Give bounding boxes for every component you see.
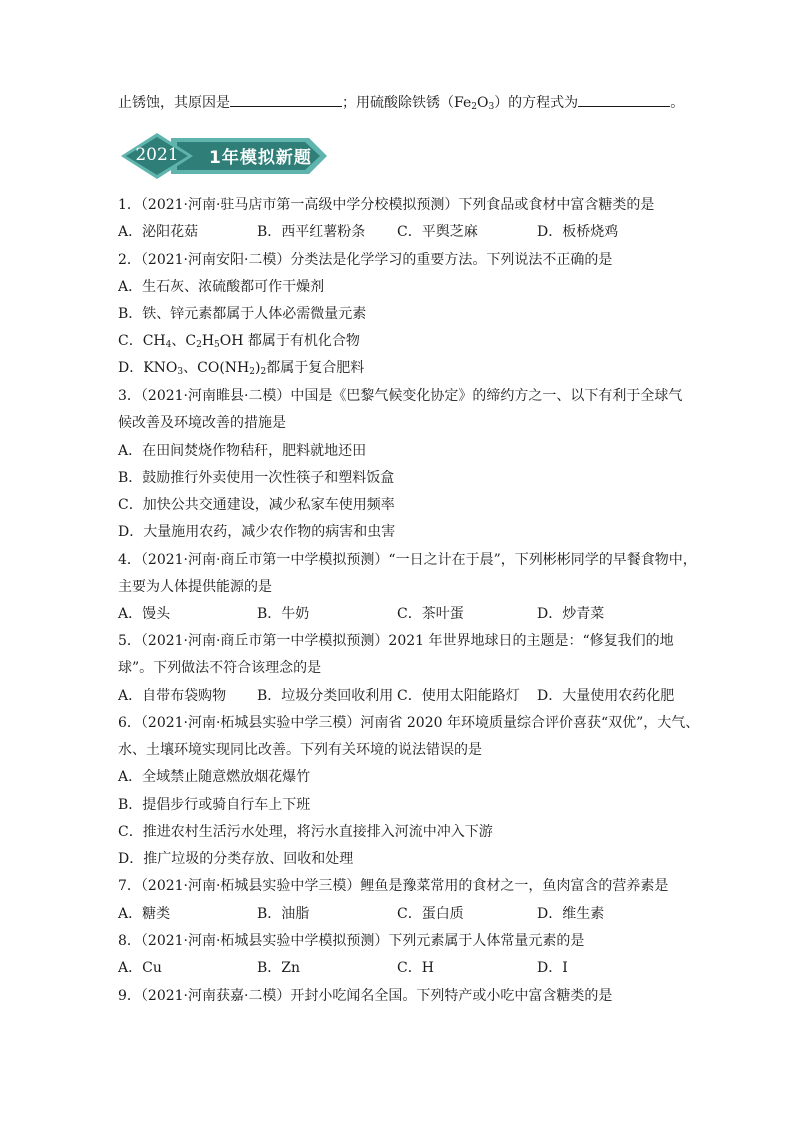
question-9-stem: 9．（2021·河南获嘉·二模）开封小吃闻名全国。下列特产或小吃中富含糖类的是 <box>118 988 613 1004</box>
text-fragment: H <box>201 333 215 349</box>
text-fragment: ；用硫酸除铁锈（Fe <box>342 95 472 111</box>
subscript: 2 <box>471 102 477 112</box>
q6-option-b: B．提倡步行或骑自行车上下班 <box>118 797 311 813</box>
answer-blank <box>230 92 342 107</box>
subscript: 3 <box>488 102 495 112</box>
q7-option-d: D．维生素 <box>537 906 605 922</box>
q6-option-c: C．推进农村生活污水处理，将污水直接排入河流中冲入下游 <box>118 824 493 840</box>
question-2-stem: 2．（2021·河南安阳·二模）分类法是化学学习的重要方法。下列说法不正确的是 <box>118 252 613 268</box>
text-fragment: 止锈蚀，其原因是 <box>118 95 230 111</box>
answer-blank <box>578 92 670 107</box>
q7-option-c: C．蛋白质 <box>397 906 464 922</box>
q4-option-d: D．炒青菜 <box>537 606 605 622</box>
q8-option-a: A．Cu <box>118 960 162 976</box>
q2-option-a: A．生石灰、浓硫酸都可作干燥剂 <box>118 279 325 295</box>
q5-option-d: D．大量使用农药化肥 <box>537 688 675 704</box>
q3-option-c: C．加快公共交通建设，减少私家车使用频率 <box>118 497 395 513</box>
q5-option-c: C．使用太阳能路灯 <box>397 688 520 704</box>
question-8-stem: 8．（2021·河南·柘城县实验中学模拟预测）下列元素属于人体常量元素的是 <box>118 933 585 949</box>
question-4-stem-line1: 4．（2021·河南·商丘市第一中学模拟预测）“一日之计在于晨”，下列彬彬同学的早餐食物中， <box>118 552 697 568</box>
q8-option-b: B．Zn <box>257 960 301 976</box>
text-fragment: OH 都属于有机化合物 <box>219 333 360 349</box>
text-fragment: O <box>476 95 489 111</box>
subscript: 5 <box>214 340 220 350</box>
text-fragment: ）的方程式为 <box>494 95 579 111</box>
text-fragment: C．CH <box>118 333 166 349</box>
q6-option-a: A．全域禁止随意燃放烟花爆竹 <box>118 769 311 785</box>
q2-option-c <box>118 331 360 355</box>
question-6-stem-line2: 水、土壤环境实现同比改善。下列有关环境的说法错误的是 <box>118 742 482 758</box>
subscript: 4 <box>165 340 172 350</box>
text-fragment: 、CO(NH <box>183 360 250 376</box>
q1-option-b: B．西平红薯粉条 <box>257 224 366 240</box>
question-5-stem-line1: 5．（2021·河南·商丘市第一中学模拟预测）2021 年世界地球日的主题是：“修复我们的地 <box>118 633 674 649</box>
question-1-stem: 1．（2021·河南·驻马店市第一高级中学分校模拟预测）下列食品或食材中富含糖类的是 <box>118 197 655 213</box>
q5-option-a: A．自带布袋购物 <box>118 688 227 704</box>
subscript: 3 <box>177 367 184 377</box>
q2-option-d <box>118 358 364 382</box>
q7-option-a: A．糖类 <box>118 906 171 922</box>
continuation-line <box>118 92 684 117</box>
banner-title: 1年模拟新题 <box>209 148 312 168</box>
q7-option-b: B．油脂 <box>257 906 310 922</box>
q4-option-a: A．馒头 <box>118 606 171 622</box>
q4-option-c: C．茶叶蛋 <box>397 606 464 622</box>
q4-option-b: B．牛奶 <box>257 606 310 622</box>
q1-option-d: D．板桥烧鸡 <box>537 224 619 240</box>
question-5-stem-line2: 球”。下列做法不符合该理念的是 <box>118 660 322 676</box>
question-3-stem-line2: 候改善及环境改善的措施是 <box>118 415 286 431</box>
q1-option-c: C．平舆芝麻 <box>397 224 478 240</box>
q6-option-d: D．推广垃圾的分类存放、回收和处理 <box>118 851 354 867</box>
text-fragment: ) <box>255 360 261 376</box>
question-4-stem-line2: 主要为人体提供能源的是 <box>118 579 272 595</box>
subscript: 2 <box>196 340 202 350</box>
question-7-stem: 7．（2021·河南·柘城县实验中学三模）鲤鱼是豫菜常用的食材之一，鱼肉富含的营养素是 <box>118 878 669 894</box>
subscript: 2 <box>249 367 256 377</box>
banner-year: 2021 <box>135 145 179 165</box>
q3-option-d: D．大量施用农药，减少农作物的病害和虫害 <box>118 524 396 540</box>
q3-option-a: A．在田间焚烧作物秸秆，肥料就地还田 <box>118 443 367 459</box>
q8-option-d: D．I <box>537 960 568 976</box>
q1-option-a: A．泌阳花菇 <box>118 224 199 240</box>
q5-option-b: B．垃圾分类回收利用 <box>257 688 394 704</box>
question-6-stem-line1: 6．（2021·河南·柘城县实验中学三模）河南省 2020 年环境质量综合评价喜获“双优”，大气、 <box>118 715 700 731</box>
section-banner <box>121 133 331 179</box>
q8-option-c: C．H <box>397 960 434 976</box>
subscript: 2 <box>260 367 267 377</box>
q2-option-b: B．铁、锌元素都属于人体必需微量元素 <box>118 306 367 322</box>
text-fragment: 。 <box>670 95 685 111</box>
text-fragment: D．KNO <box>118 360 178 376</box>
text-fragment: 、C <box>171 333 197 349</box>
question-3-stem-line1: 3．（2021·河南睢县·二模）中国是《巴黎气候变化协定》的缔约方之一、以下有利于全球气 <box>118 388 683 404</box>
q3-option-b: B．鼓励推行外卖使用一次性筷子和塑料饭盒 <box>118 470 395 486</box>
text-fragment: 都属于复合肥料 <box>266 360 365 376</box>
